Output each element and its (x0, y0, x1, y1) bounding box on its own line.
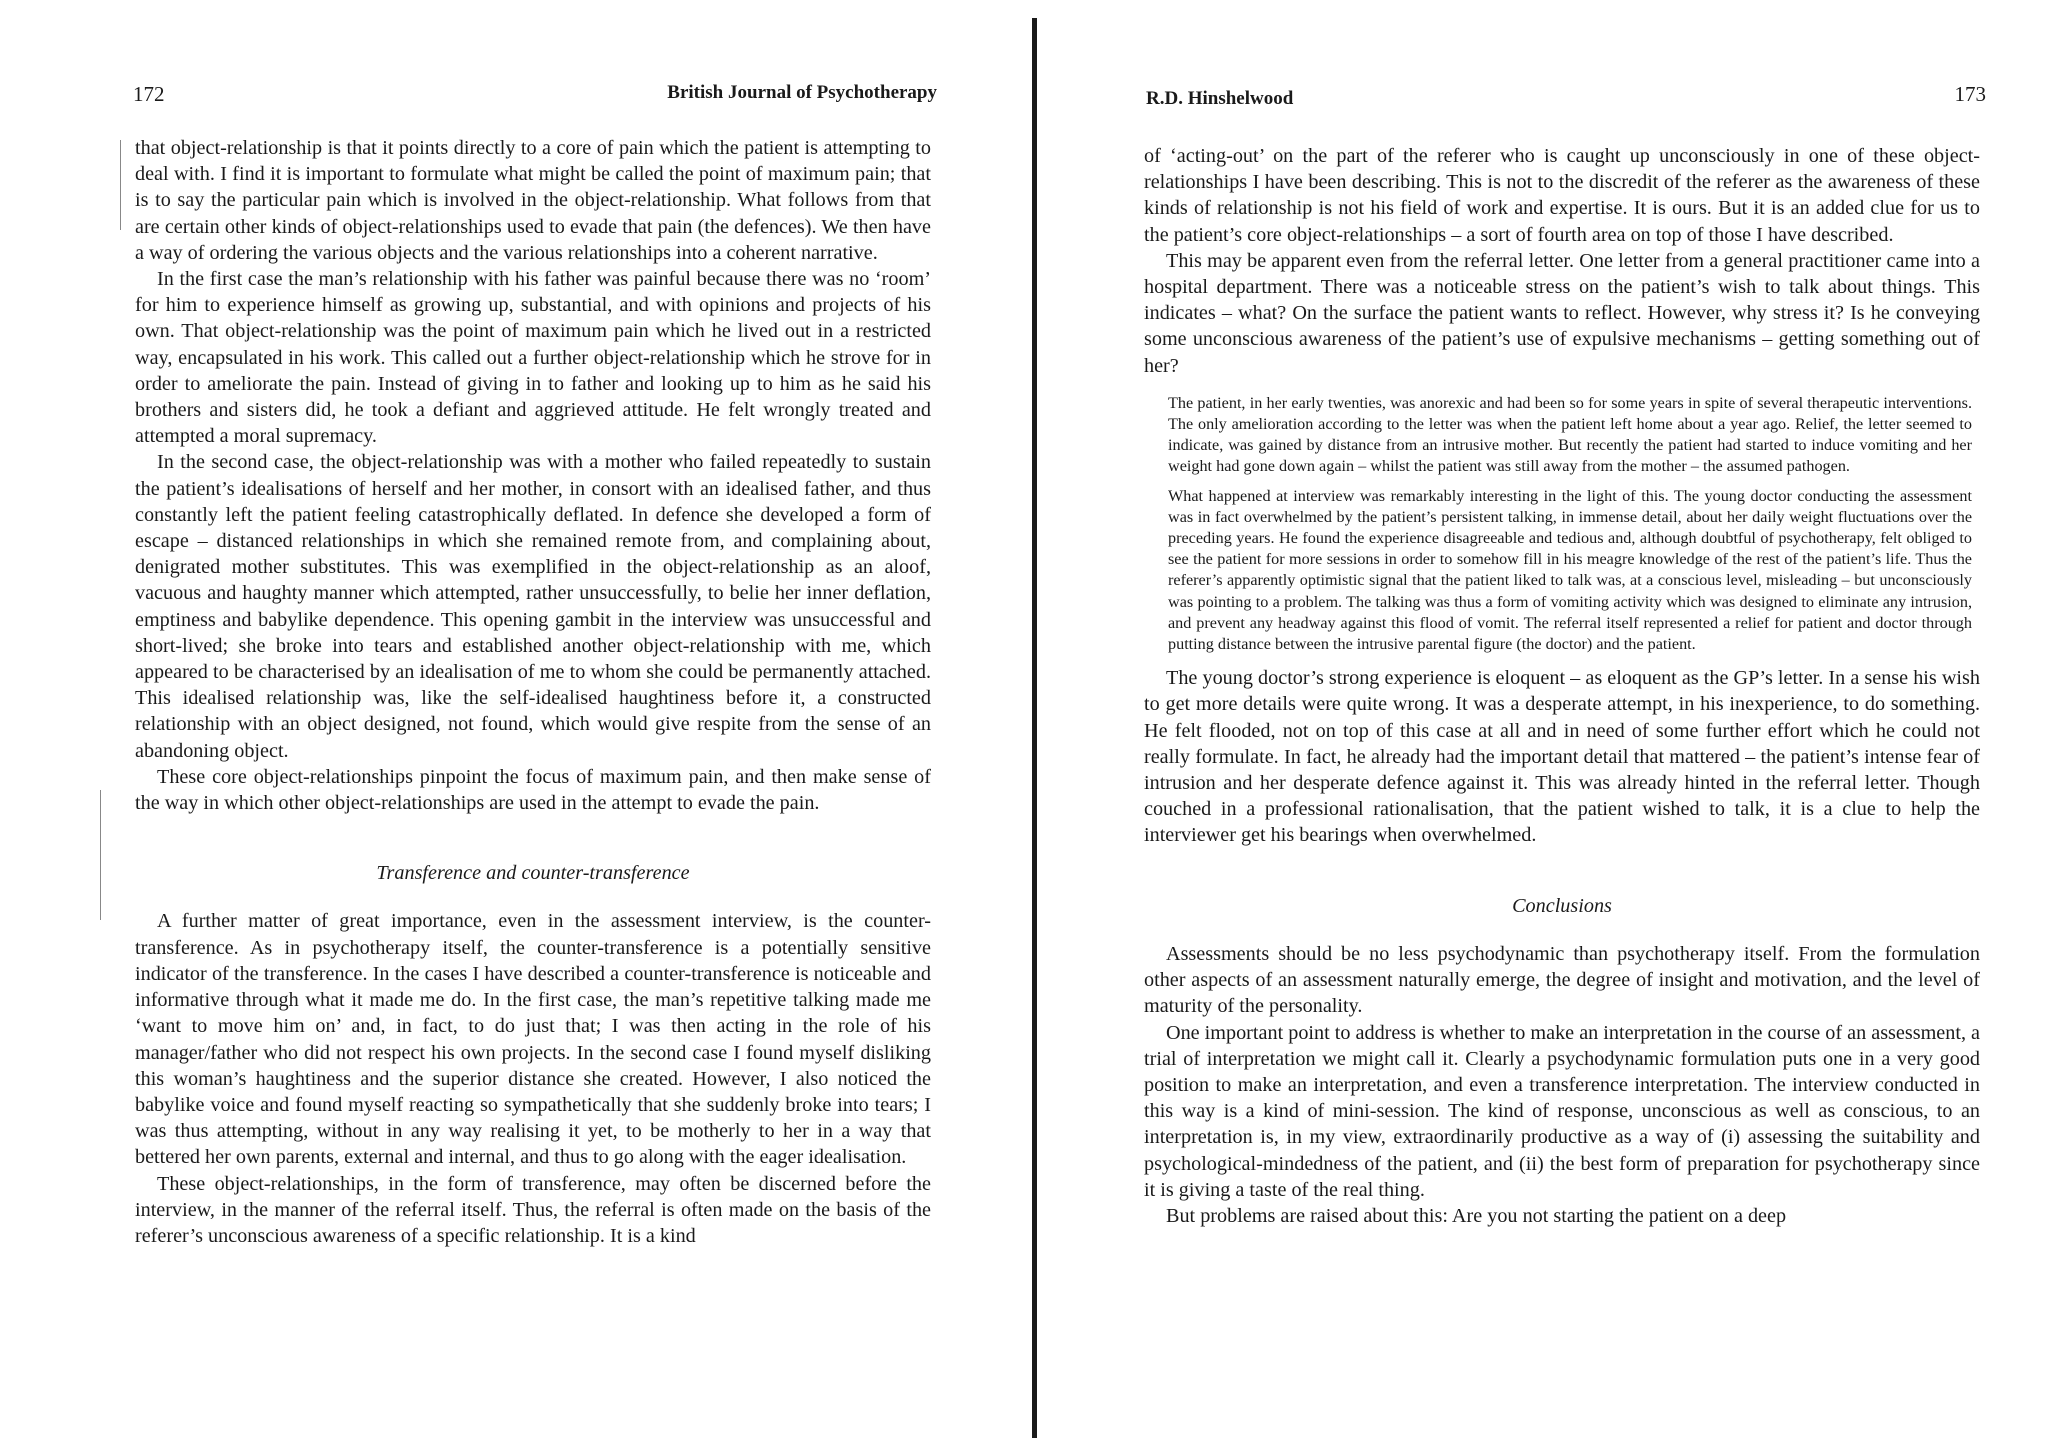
case-extract (1168, 393, 1972, 655)
journal-title: British Journal of Psychotherapy (667, 82, 937, 103)
page-number: 172 (133, 82, 165, 106)
right-body-text (1144, 143, 1980, 1229)
paragraph: These object-relationships, in the form of transference, may often be discerned before the interview, in the manner of the referral itself. Thus, the referral is often made on the basis of the referer’s unconscious awareness of a specific relationship. It is a kind (135, 1172, 931, 1247)
page-number: 173 (1954, 82, 1986, 106)
paragraph: But problems are raised about this: Are you not starting the patient on a deep (1166, 1204, 1787, 1227)
margin-mark (100, 790, 101, 920)
right-page (1040, 0, 2048, 1446)
margin-mark (120, 140, 121, 230)
paragraph: A further matter of great importance, even in the assessment interview, is the counter-transference. As in psychotherapy itself, the counter-transference is a potentially sensitive indicator of the transference. In the cases I have described a counter-transference is noticeable and informative through what it made me do. In the first case, the man’s repetitive talking made me ‘want to move him on’ and, in fact, to do just that; I was then acting in the role of his manager/father who did not respect his own projects. In the second case I found myself disliking this woman’s haughtiness and the superior distance she created. However, I also noticed the babylike voice and found myself reacting so sympathetically that she suddenly broke into tears; I was thus attempting, without in any way realising it yet, to be motherly to her in a way that bettered her own parents, external and internal, and thus to go along with the eager idealisation. (135, 910, 931, 1169)
paragraph: that object-relationship is that it points directly to a core of pain which the patient is attempting to deal with. I find it is important to formulate what might be called the point of maximum pain; that is to say the particular pain which is involved in the object-relationship. What follows from that are certain other kinds of object-relationships used to evade that pain (the defences). We then have a way of ordering the various objects and the various relationships into a coherent narrative. (135, 137, 931, 264)
author-name: R.D. Hinshelwood (1146, 88, 1294, 109)
book-gutter (1032, 18, 1037, 1438)
paragraph: This may be apparent even from the referral letter. One letter from a general practitioner came into a hospital department. There was a noticeable stress on the patient’s wish to talk about things. This indicates – what? On the surface the patient wants to reflect. However, why stress it? Is he conveying some unconscious awareness of the patient’s use of expulsive mechanisms – getting something out of her? (1144, 249, 1980, 377)
paragraph: In the first case the man’s relationship with his father was painful because there was no ‘room’ for him to experience himself as growing up, substantial, and with opinions and projects of his own. That object-relationship was the point of maximum pain which he lived out in a restricted way, encapsulated in his work. This called out a further object-relationship which he strove for in order to ameliorate the pain. Instead of giving in to father and looking up to him as he said his brothers and sisters did, he took a defiant and aggrieved attitude. He felt wrongly treated and attempted a moral supremacy. (135, 268, 931, 448)
left-body-text (135, 135, 931, 1249)
paragraph: Assessments should be no less psychodynamic than psychotherapy itself. From the formulation other aspects of an assessment naturally emerge, the degree of insight and motivation, and the level of maturity of the personality. (1144, 942, 1980, 1018)
extract-paragraph: What happened at interview was remarkably interesting in the light of this. The young doctor conducting the assessment was in fact overwhelmed by the patient’s persistent talking, in immense detail, about her daily weight fluctuations over the preceding years. He found the experience disagreeable and tedious and, although doubtful of psychotherapy, felt obliged to see the patient for more sessions in order to somehow fill in his meagre knowledge of the rest of the patient’s life. Thus the referer’s apparently optimistic signal that the patient liked to talk was, at a conscious level, misleading – but unconsciously was pointing to a problem. The talking was thus a form of vomiting activity which was designed to eliminate any intrusion, and prevent any headway against this flood of vomit. The referral itself represented a relief for patient and doctor through putting distance between the intrusive parental figure (the doctor) and the patient. (1168, 486, 1972, 654)
paragraph: These core object-relationships pinpoint the focus of maximum pain, and then make sense of the way in which other object-relationships are used in the attempt to evade the pain. (135, 765, 931, 815)
right-running-head (1146, 82, 1986, 112)
left-running-head (133, 82, 937, 112)
paragraph: The young doctor’s strong experience is eloquent – as eloquent as the GP’s letter. In a sense his wish to get more details were quite wrong. It was a desperate attempt, in his inexperience, to do something. He felt flooded, not on top of this case at all and in need of some further effort which he could not really formulate. In fact, he already had the important detail that mattered – the patient’s intense fear of intrusion and her desperate defence against it. This was already hinted in the referral letter. Though couched in a professional rationalisation, that the patient wished to talk, it is a clue to help the interviewer get his bearings when overwhelmed. (1144, 667, 1980, 847)
extract-paragraph: The patient, in her early twenties, was anorexic and had been so for some years in spite of several therapeutic interventions. The only amelioration according to the letter was when the patient left home about a year ago. Relief, the letter seemed to indicate, was gained by distance from an intrusive mother. But recently the patient had started to induce vomiting and her weight had gone down again – whilst the patient was still away from the mother – the assumed pathogen. (1168, 393, 1972, 476)
paragraph: One important point to address is whether to make an interpretation in the course of an assessment, a trial of interpretation we might call it. Clearly a psychodynamic formulation puts one in a very good position to make an interpretation, and even a transference interpretation. The interview conducted in this way is a kind of mini-session. The kind of response, unconscious as well as conscious, to an interpretation is, in my view, extraordinarily productive as a way of (i) assessing the suitability and psychological-mindedness of the patient, and (ii) the best form of preparation for psychotherapy since it is giving a taste of the real thing. (1144, 1021, 1981, 1201)
section-heading: Conclusions (1512, 894, 1612, 917)
section-heading: Transference and counter-transference (376, 862, 690, 885)
paragraph: of ‘acting-out’ on the part of the referer who is caught up unconsciously in one of these object-relationships I have been describing. This is not to the discredit of the referer as the awareness of these kinds of relationship is not his field of work and expertise. It is ours. But it is an added clue for us to the patient’s core object-relationships – a sort of fourth area on top of those I have described. (1144, 145, 1980, 246)
paragraph: In the second case, the object-relationship was with a mother who failed repeatedly to sustain the patient’s idealisations of herself and her mother, in consort with an idealised father, and thus constantly left the patient feeling catastrophically deflated. In defence she developed a form of escape – distanced relationships in which she remained remote from, and complaining about, denigrated mother substitutes. This was exemplified in the object-relationship as an aloof, vacuous and haughty manner which attempted, rather unsuccessfully, to belie her inner deflation, emptiness and babylike dependence. This opening gambit in the interview was unsuccessful and short-lived; she broke into tears and established another object-relationship with me, which appeared to be characterised by an idealisation of me to whom she could be permanently attached. This idealised relationship was, like the self-idealised haughtiness before it, a constructed relationship with an object designed, not found, which would give respite from the sense of an abandoning object. (135, 451, 931, 762)
